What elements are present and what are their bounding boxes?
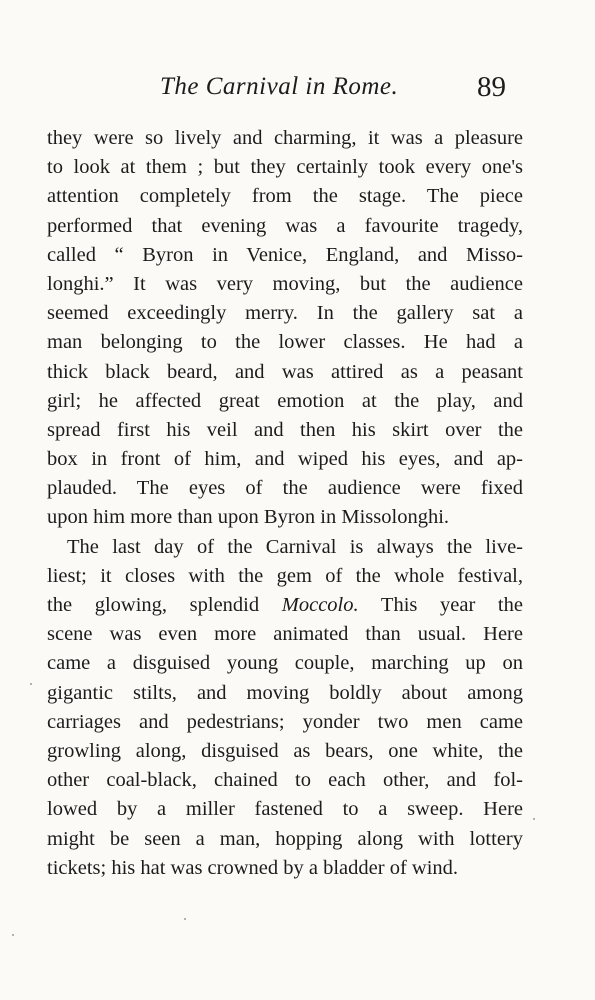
- text-line: to look at them ; but they certainly took every one's: [47, 156, 523, 179]
- text-line: box in front of him, and wiped his eyes, and ap-: [47, 448, 523, 471]
- text-line: tickets; his hat was crowned by a bladder of wind.: [47, 856, 459, 879]
- text-line-end: This year the: [358, 594, 523, 616]
- text-line-start: the glowing, splendid: [47, 594, 282, 616]
- text-line: carriages and pedestrians; yonder two men came: [47, 710, 523, 733]
- text-line: came a disguised young couple, marching up on: [47, 652, 523, 675]
- text-line: lowed by a miller fastened to a sweep. Here: [47, 798, 523, 821]
- text-line: The last day of the Carnival is always the live-: [67, 535, 523, 558]
- text-line: [47, 591, 523, 620]
- text-line: seemed exceedingly merry. In the gallery sat a: [47, 302, 523, 325]
- text-line: attention completely from the stage. The piece: [47, 185, 523, 208]
- text-line: growling along, disguised as bears, one white, the: [47, 739, 523, 762]
- text-line: liest; it closes with the gem of the whole festival,: [47, 564, 523, 587]
- running-header: [0, 73, 595, 109]
- italic-term: Moccolo.: [281, 594, 359, 616]
- text-line: they were so lively and charming, it was a pleasure: [47, 127, 523, 149]
- text-line: might be seen a man, hopping along with lottery: [47, 827, 523, 850]
- text-line: gigantic stilts, and moving boldly about among: [47, 681, 523, 704]
- text-line: girl; he affected great emotion at the play, and: [47, 389, 523, 412]
- body-text: [47, 124, 523, 883]
- text-line: longhi.” It was very moving, but the audience: [47, 272, 523, 295]
- paper-speck: [533, 818, 535, 820]
- paragraph: [47, 124, 523, 533]
- paragraph: [47, 533, 523, 883]
- text-line: plauded. The eyes of the audience were fixed: [47, 477, 523, 500]
- paper-speck: [30, 683, 32, 685]
- text-line: scene was even more animated than usual. Here: [47, 623, 523, 646]
- running-title: The Carnival in Rome.: [160, 73, 399, 100]
- text-line: thick black beard, and was attired as a peasant: [47, 360, 523, 383]
- text-line: called “ Byron in Venice, England, and Misso-: [47, 243, 523, 266]
- text-line: spread first his veil and then his skirt over the: [47, 418, 523, 441]
- text-line: performed that evening was a favourite tragedy,: [47, 214, 523, 237]
- paper-speck: [184, 918, 186, 920]
- page-number: 89: [477, 71, 506, 103]
- text-line: man belonging to the lower classes. He had a: [47, 331, 523, 354]
- text-line: upon him more than upon Byron in Missolonghi.: [47, 506, 450, 529]
- text-line: other coal-black, chained to each other, and fol-: [47, 769, 523, 792]
- paper-speck: [12, 934, 14, 936]
